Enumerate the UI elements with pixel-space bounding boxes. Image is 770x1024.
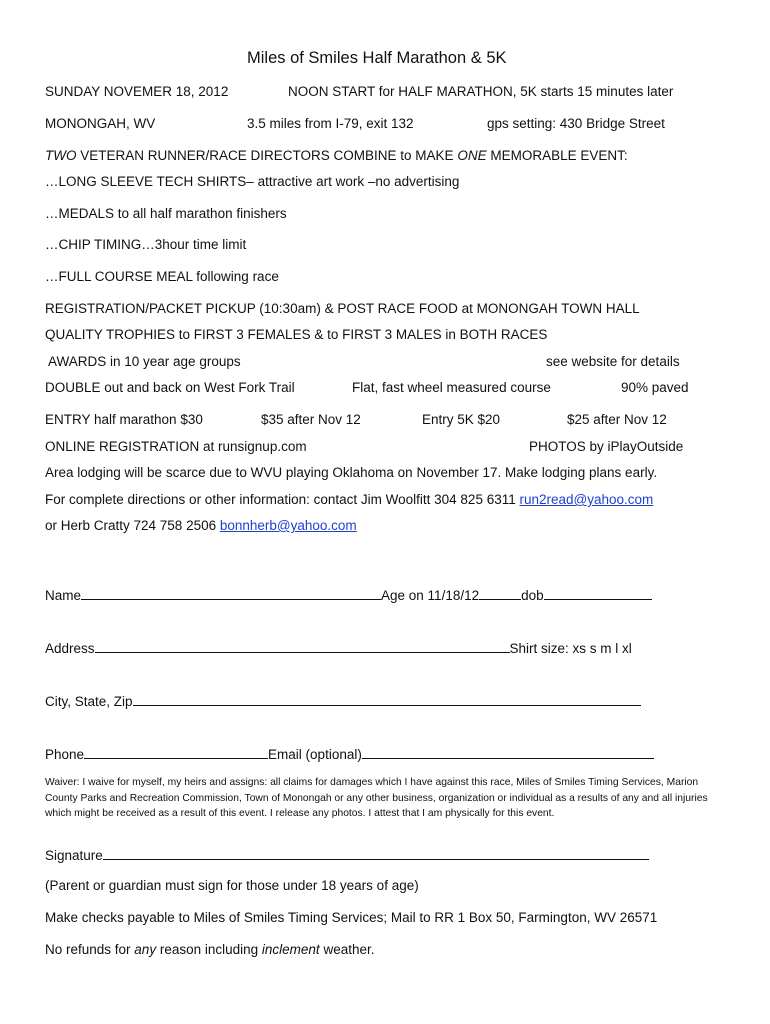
address-label: Address bbox=[45, 641, 95, 656]
shirt-size-label: Shirt size: xs s m l xl bbox=[509, 641, 632, 656]
gps-setting: gps setting: 430 Bridge Street bbox=[487, 116, 665, 131]
page-title: Miles of Smiles Half Marathon & 5K bbox=[247, 49, 507, 67]
checks-payable: Make checks payable to Miles of Smiles Timing Services; Mail to RR 1 Box 50, Farmington, WV 26571 bbox=[45, 910, 658, 925]
online-registration: ONLINE REGISTRATION at runsignup.com bbox=[45, 439, 307, 454]
entry-5k-late: $25 after Nov 12 bbox=[567, 412, 667, 427]
contact-herb-text: or Herb Cratty 724 758 2506 bbox=[45, 518, 220, 533]
entry-half-late: $35 after Nov 12 bbox=[261, 412, 361, 427]
signature-row bbox=[45, 847, 649, 864]
refund-end: weather. bbox=[319, 942, 375, 957]
course-paved: 90% paved bbox=[621, 380, 689, 395]
intro-one: ONE bbox=[457, 148, 487, 163]
intro-line bbox=[45, 148, 628, 164]
registration-pickup: REGISTRATION/PACKET PICKUP (10:30am) & POST RACE FOOD at MONONGAH TOWN HALL bbox=[45, 301, 640, 316]
intro-end: MEMORABLE EVENT: bbox=[486, 148, 628, 163]
dob-label: dob bbox=[521, 588, 544, 603]
course-measured: Flat, fast wheel measured course bbox=[352, 380, 551, 395]
refund-middle: reason including bbox=[156, 942, 262, 957]
signature-label: Signature bbox=[45, 848, 103, 863]
feature-chip-timing: …CHIP TIMING…3hour time limit bbox=[45, 237, 247, 252]
name-label: Name bbox=[45, 588, 82, 603]
email-label: Email (optional) bbox=[268, 747, 362, 762]
email-link-jim[interactable]: run2read@yahoo.com bbox=[519, 492, 654, 507]
refund-policy bbox=[45, 942, 374, 958]
age-group-awards: AWARDS in 10 year age groups bbox=[48, 354, 241, 369]
signature-field[interactable] bbox=[103, 847, 649, 860]
phone-field[interactable] bbox=[84, 746, 268, 759]
contact-jim bbox=[45, 492, 653, 508]
address-field[interactable] bbox=[95, 640, 510, 653]
intro-two: TWO bbox=[45, 148, 77, 163]
contact-herb bbox=[45, 518, 357, 534]
refund-inclement: inclement bbox=[261, 942, 320, 957]
feature-shirts: …LONG SLEEVE TECH SHIRTS– attractive art work –no advertising bbox=[45, 174, 460, 189]
see-website: see website for details bbox=[546, 354, 680, 369]
refund-any: any bbox=[134, 942, 157, 957]
name-row bbox=[45, 587, 652, 604]
photos-credit: PHOTOS by iPlayOutside bbox=[529, 439, 684, 454]
guardian-note: (Parent or guardian must sign for those under 18 years of age) bbox=[45, 878, 419, 893]
feature-course-meal: …FULL COURSE MEAL following race bbox=[45, 269, 279, 284]
entry-5k: Entry 5K $20 bbox=[422, 412, 501, 427]
lodging-note: Area lodging will be scarce due to WVU playing Oklahoma on November 17. Make lodging plans early. bbox=[45, 465, 658, 480]
city-row bbox=[45, 693, 641, 710]
name-field[interactable] bbox=[81, 587, 381, 600]
age-field[interactable] bbox=[479, 587, 521, 600]
waiver-text: Waiver: I waive for myself, my heirs and assigns: all claims for damages which I have against this race, Miles of Smiles Timing Services, Marion County Parks and Recreation Commission, Town of Monongah or any other business, organization or individual as a results of any and all injuries which might be received as a result of this event. I release any photos. I attest that I am physically for this event. bbox=[45, 777, 708, 819]
start-time: NOON START for HALF MARATHON, 5K starts 15 minutes later bbox=[288, 84, 674, 99]
contact-jim-text: For complete directions or other information: contact Jim Woolfitt 304 825 6311 bbox=[45, 492, 520, 507]
address-row bbox=[45, 640, 632, 657]
trophies: QUALITY TROPHIES to FIRST 3 FEMALES & to FIRST 3 MALES in BOTH RACES bbox=[45, 327, 548, 342]
email-link-herb[interactable]: bonnherb@yahoo.com bbox=[219, 518, 357, 533]
refund-start: No refunds for bbox=[45, 942, 135, 957]
intro-middle: VETERAN RUNNER/RACE DIRECTORS COMBINE to MAKE bbox=[76, 148, 458, 163]
city-state-zip-label: City, State, Zip bbox=[45, 694, 133, 709]
age-label: Age on 11/18/12 bbox=[381, 588, 480, 603]
dob-field[interactable] bbox=[544, 587, 652, 600]
race-distance-from-highway: 3.5 miles from I-79, exit 132 bbox=[247, 116, 414, 131]
feature-medals: …MEDALS to all half marathon finishers bbox=[45, 206, 287, 221]
race-town: MONONGAH, WV bbox=[45, 116, 156, 131]
phone-label: Phone bbox=[45, 747, 85, 762]
city-state-zip-field[interactable] bbox=[133, 693, 641, 706]
phone-row bbox=[45, 746, 654, 763]
email-field[interactable] bbox=[362, 746, 654, 759]
entry-half-marathon: ENTRY half marathon $30 bbox=[45, 412, 203, 427]
course-trail: DOUBLE out and back on West Fork Trail bbox=[45, 380, 295, 395]
race-date: SUNDAY NOVEMER 18, 2012 bbox=[45, 84, 229, 99]
